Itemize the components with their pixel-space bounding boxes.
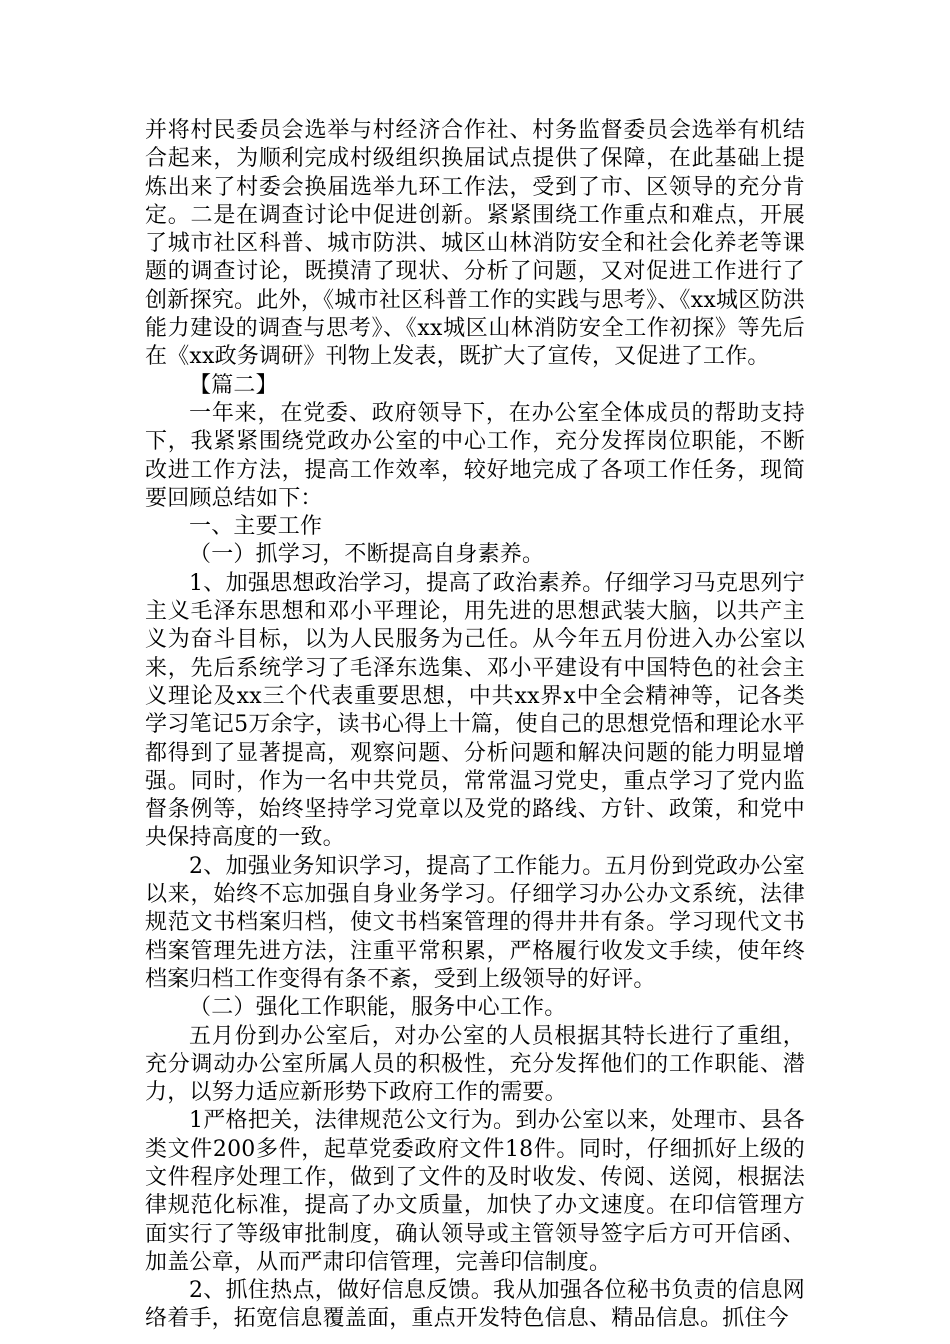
paragraph-intro-continuation: 并将村民委员会选举与村经济合作社、村务监督委员会选举有机结合起来，为顺利完成村级组织换届试点提供了保障，在此基础上提炼出来了村委会换届选举九环工作法，受到了市、区领导的充分肯定。二是在调查讨论中促进创新。紧紧围绕工作重点和难点，开展了城市社区科普、城市防洪、城区山林消防安全和社会化养老等课题的调查讨论，既摸清了现状、分析了问题，又对促进工作进行了创新探究。此外，《城市社区科普工作的实践与思考》、《xx城区防洪能力建设的调查与思考》、《xx城区山林消防安全工作初探》等先后在《xx政务调研》刊物上发表，既扩大了宣传，又促进了工作。 (145, 118, 805, 370)
paragraph-reorganization: 五月份到办公室后，对办公室的人员根据其特长进行了重组，充分调动办公室所属人员的积极性，充分发挥他们的工作职能、潜力，以努力适应新形势下政府工作的需要。 (145, 1023, 805, 1106)
paragraph-information-feedback: 2、抓住热点，做好信息反馈。我从加强各位秘书负责的信息网络着手，拓宽信息覆盖面，重点开发特色信息、精品信息。抓住今 (145, 1278, 805, 1332)
heading-main-work: 一、主要工作 (189, 514, 323, 540)
subheading-study: （一）抓学习，不断提高自身素养。 (189, 542, 545, 568)
paragraph-business-study: 2、加强业务知识学习，提高了工作能力。五月份到党政办公室以来，始终不忘加强自身业务学习。仔细学习办公办文系统，法律规范文书档案归档，使文书档案管理的得井井有条。学习现代文书档案管理先进方法，注重平常积累，严格履行收发文手续，使年终档案归档工作变得有条不紊，受到上级领导的好评。 (145, 853, 805, 992)
paragraph-political-study: 1、加强思想政治学习，提高了政治素养。仔细学习马克思列宁主义毛泽东思想和邓小平理论，用先进的思想武装大脑，以共产主义为奋斗目标，以为人民服务为己任。从今年五月份进入办公室以来，先后系统学习了毛泽东选集、邓小平建设有中国特色的社会主义理论及xx三个代表重要思想，中共xx界x中全会精神等，记各类学习笔记5万余字，读书心得上十篇，使自己的思想党悟和理论水平都得到了显著提高，观察问题、分析问题和解决问题的能力明显增强。同时，作为一名中共党员，常常温习党史，重点学习了党内监督条例等，始终坚持学习党章以及党的路线、方针、政策，和党中央保持高度的一致。 (145, 570, 805, 851)
paragraph-document-handling: 1严格把关，法律规范公文行为。到办公室以来，处理市、县各类文件200多件，起草党委政府文件18件。同时，仔细抓好上级的文件程序处理工作，做到了文件的及时收发、传阅、送阅，根据法律规范化标准，提高了办文质量，加快了办文速度。在印信管理方面实行了等级审批制度，确认领导或主管领导签字后方可开信函、加盖公章，从而严肃印信管理，完善印信制度。 (145, 1108, 805, 1275)
paragraph-summary-intro: 一年来，在党委、政府领导下，在办公室全体成员的帮助支持下，我紧紧围绕党政办公室的中心工作，充分发挥岗位职能，不断改进工作方法，提高工作效率，较好地完成了各项工作任务，现简要回顾总结如下： (145, 400, 805, 511)
section-heading-part-two: 【篇二】 (189, 372, 278, 398)
subheading-work-function: （二）强化工作职能，服务中心工作。 (189, 995, 567, 1021)
document-page (145, 117, 805, 1334)
